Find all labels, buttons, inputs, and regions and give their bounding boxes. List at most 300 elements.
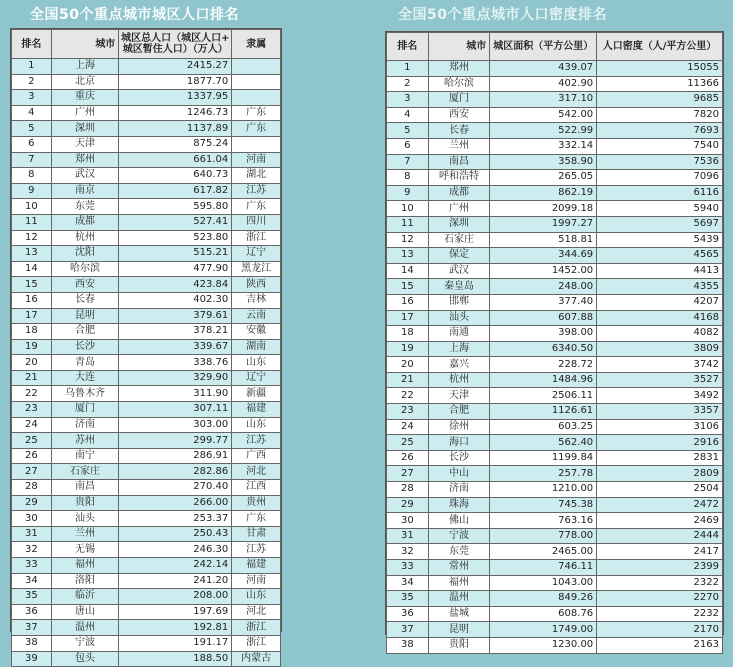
table-row bbox=[387, 357, 723, 373]
rank-cell: 12 bbox=[387, 232, 429, 248]
rank-cell: 6 bbox=[12, 136, 52, 152]
table-row bbox=[12, 90, 281, 106]
area-cell: 1210.00 bbox=[490, 482, 597, 498]
rank-cell: 7 bbox=[12, 152, 52, 168]
city-cell: 南宁 bbox=[51, 448, 119, 464]
city-cell: 上海 bbox=[51, 59, 119, 75]
table-row bbox=[12, 230, 281, 246]
table-row bbox=[12, 59, 281, 75]
population-cell: 379.61 bbox=[119, 308, 232, 324]
density-cell: 7536 bbox=[597, 154, 723, 170]
rank-cell: 37 bbox=[387, 622, 429, 638]
area-cell: 2465.00 bbox=[490, 544, 597, 560]
table-row bbox=[12, 386, 281, 402]
population-cell: 595.80 bbox=[119, 199, 232, 215]
rank-cell: 6 bbox=[387, 138, 429, 154]
table-row bbox=[387, 419, 723, 435]
rank-cell: 28 bbox=[12, 480, 52, 496]
rank-cell: 9 bbox=[387, 185, 429, 201]
table-row bbox=[12, 448, 281, 464]
province-cell: 江西 bbox=[232, 480, 281, 496]
density-cell: 4565 bbox=[597, 248, 723, 264]
table-row bbox=[12, 121, 281, 137]
table-row bbox=[387, 263, 723, 279]
province-cell: 广东 bbox=[232, 121, 281, 137]
rank-cell: 8 bbox=[387, 170, 429, 186]
city-cell: 长沙 bbox=[51, 339, 119, 355]
rank-cell: 30 bbox=[387, 513, 429, 529]
area-cell: 562.40 bbox=[490, 435, 597, 451]
header-city: 城市 bbox=[428, 33, 490, 61]
city-cell: 无锡 bbox=[51, 542, 119, 558]
rank-cell: 14 bbox=[12, 261, 52, 277]
city-cell: 郑州 bbox=[428, 61, 490, 77]
area-cell: 228.72 bbox=[490, 357, 597, 373]
area-cell: 763.16 bbox=[490, 513, 597, 529]
table-row bbox=[12, 199, 281, 215]
city-cell: 邯郸 bbox=[428, 294, 490, 310]
population-cell: 378.21 bbox=[119, 324, 232, 340]
city-cell: 福州 bbox=[428, 575, 490, 591]
population-density-table-body bbox=[387, 61, 723, 654]
province-cell: 甘肃 bbox=[232, 526, 281, 542]
table-row bbox=[12, 183, 281, 199]
city-population-table bbox=[11, 29, 281, 667]
province-cell: 河南 bbox=[232, 573, 281, 589]
table-row bbox=[12, 105, 281, 121]
table-row bbox=[12, 292, 281, 308]
city-cell: 郑州 bbox=[51, 152, 119, 168]
table-row bbox=[12, 308, 281, 324]
table-row bbox=[12, 324, 281, 340]
population-cell: 188.50 bbox=[119, 651, 232, 667]
density-cell: 7693 bbox=[597, 123, 723, 139]
density-cell: 7820 bbox=[597, 107, 723, 123]
table-row bbox=[387, 513, 723, 529]
province-cell: 江苏 bbox=[232, 542, 281, 558]
city-cell: 上海 bbox=[428, 341, 490, 357]
table-row bbox=[387, 528, 723, 544]
city-population-table-panel bbox=[10, 28, 282, 664]
population-cell: 2415.27 bbox=[119, 59, 232, 75]
population-cell: 1877.70 bbox=[119, 74, 232, 90]
city-cell: 呼和浩特 bbox=[428, 170, 490, 186]
province-cell: 黑龙江 bbox=[232, 261, 281, 277]
province-cell: 山东 bbox=[232, 417, 281, 433]
rank-cell: 29 bbox=[387, 497, 429, 513]
density-cell: 2444 bbox=[597, 528, 723, 544]
table-row bbox=[387, 310, 723, 326]
city-cell: 杭州 bbox=[51, 230, 119, 246]
density-cell: 2170 bbox=[597, 622, 723, 638]
table-row bbox=[387, 201, 723, 217]
density-cell: 3492 bbox=[597, 388, 723, 404]
rank-cell: 20 bbox=[12, 355, 52, 371]
density-cell: 7540 bbox=[597, 138, 723, 154]
population-cell: 338.76 bbox=[119, 355, 232, 371]
rank-cell: 24 bbox=[12, 417, 52, 433]
population-cell: 246.30 bbox=[119, 542, 232, 558]
city-cell: 东莞 bbox=[51, 199, 119, 215]
population-cell: 307.11 bbox=[119, 402, 232, 418]
rank-cell: 7 bbox=[387, 154, 429, 170]
header-total-population bbox=[119, 30, 232, 59]
density-cell: 3809 bbox=[597, 341, 723, 357]
table-row bbox=[387, 606, 723, 622]
table-row bbox=[387, 544, 723, 560]
population-cell: 253.37 bbox=[119, 511, 232, 527]
rank-cell: 20 bbox=[387, 357, 429, 373]
city-cell: 武汉 bbox=[428, 263, 490, 279]
rank-cell: 11 bbox=[387, 216, 429, 232]
table-row bbox=[12, 511, 281, 527]
population-density-table bbox=[386, 32, 723, 654]
city-cell: 汕头 bbox=[51, 511, 119, 527]
rank-cell: 26 bbox=[12, 448, 52, 464]
province-cell: 内蒙古 bbox=[232, 651, 281, 667]
area-cell: 745.38 bbox=[490, 497, 597, 513]
table-row bbox=[387, 123, 723, 139]
rank-cell: 37 bbox=[12, 620, 52, 636]
city-cell: 秦皇岛 bbox=[428, 279, 490, 295]
density-cell: 5439 bbox=[597, 232, 723, 248]
rank-cell: 2 bbox=[387, 76, 429, 92]
table-row bbox=[387, 232, 723, 248]
rank-cell: 4 bbox=[12, 105, 52, 121]
rank-cell: 27 bbox=[12, 464, 52, 480]
rank-cell: 25 bbox=[387, 435, 429, 451]
area-cell: 862.19 bbox=[490, 185, 597, 201]
header-density: 人口密度（人/平方公里） bbox=[597, 33, 723, 61]
rank-cell: 38 bbox=[12, 635, 52, 651]
left-table-title: 全国50个重点城市城区人口排名 bbox=[30, 7, 239, 23]
density-cell: 2232 bbox=[597, 606, 723, 622]
table-row bbox=[12, 604, 281, 620]
area-cell: 398.00 bbox=[490, 326, 597, 342]
table-row bbox=[387, 294, 723, 310]
table-row bbox=[12, 417, 281, 433]
density-cell: 5940 bbox=[597, 201, 723, 217]
table-row bbox=[12, 277, 281, 293]
population-cell: 329.90 bbox=[119, 370, 232, 386]
city-cell: 嘉兴 bbox=[428, 357, 490, 373]
table-row bbox=[387, 76, 723, 92]
table-row bbox=[387, 372, 723, 388]
population-cell: 282.86 bbox=[119, 464, 232, 480]
city-cell: 徐州 bbox=[428, 419, 490, 435]
table-row bbox=[387, 482, 723, 498]
density-cell: 2469 bbox=[597, 513, 723, 529]
province-cell: 广东 bbox=[232, 105, 281, 121]
area-cell: 257.78 bbox=[490, 466, 597, 482]
city-cell: 重庆 bbox=[51, 90, 119, 106]
rank-cell: 35 bbox=[387, 591, 429, 607]
population-cell: 250.43 bbox=[119, 526, 232, 542]
rank-cell: 16 bbox=[387, 294, 429, 310]
city-cell: 温州 bbox=[51, 620, 119, 636]
density-cell: 2399 bbox=[597, 560, 723, 576]
rank-cell: 5 bbox=[12, 121, 52, 137]
density-cell: 4207 bbox=[597, 294, 723, 310]
city-cell: 石家庄 bbox=[51, 464, 119, 480]
city-cell: 温州 bbox=[428, 591, 490, 607]
province-cell: 广东 bbox=[232, 199, 281, 215]
city-cell: 成都 bbox=[428, 185, 490, 201]
table-row bbox=[12, 370, 281, 386]
rank-cell: 19 bbox=[12, 339, 52, 355]
table-row bbox=[12, 589, 281, 605]
table-row bbox=[12, 542, 281, 558]
table-row bbox=[12, 635, 281, 651]
density-cell: 4082 bbox=[597, 326, 723, 342]
city-cell: 贵阳 bbox=[51, 495, 119, 511]
area-cell: 518.81 bbox=[490, 232, 597, 248]
city-cell: 南通 bbox=[428, 326, 490, 342]
rank-cell: 13 bbox=[12, 246, 52, 262]
table-row bbox=[12, 573, 281, 589]
province-cell: 广东 bbox=[232, 511, 281, 527]
density-cell: 2163 bbox=[597, 637, 723, 653]
area-cell: 2506.11 bbox=[490, 388, 597, 404]
rank-cell: 33 bbox=[387, 560, 429, 576]
table-row bbox=[12, 355, 281, 371]
population-cell: 402.30 bbox=[119, 292, 232, 308]
rank-cell: 30 bbox=[12, 511, 52, 527]
city-cell: 广州 bbox=[428, 201, 490, 217]
area-cell: 1749.00 bbox=[490, 622, 597, 638]
area-cell: 1452.00 bbox=[490, 263, 597, 279]
city-cell: 合肥 bbox=[428, 404, 490, 420]
population-cell: 1137.89 bbox=[119, 121, 232, 137]
city-cell: 深圳 bbox=[428, 216, 490, 232]
city-cell: 兰州 bbox=[51, 526, 119, 542]
population-cell: 1337.95 bbox=[119, 90, 232, 106]
table-row bbox=[387, 138, 723, 154]
density-cell: 2831 bbox=[597, 450, 723, 466]
header-rank: 排名 bbox=[12, 30, 52, 59]
table-row bbox=[387, 341, 723, 357]
table-row bbox=[12, 464, 281, 480]
density-cell: 3742 bbox=[597, 357, 723, 373]
city-cell: 南昌 bbox=[428, 154, 490, 170]
city-cell: 宁波 bbox=[51, 635, 119, 651]
table-row bbox=[12, 339, 281, 355]
table-row bbox=[12, 402, 281, 418]
header-city: 城市 bbox=[51, 30, 119, 59]
rank-cell: 24 bbox=[387, 419, 429, 435]
city-cell: 南京 bbox=[51, 183, 119, 199]
rank-cell: 28 bbox=[387, 482, 429, 498]
city-cell: 沈阳 bbox=[51, 246, 119, 262]
rank-cell: 25 bbox=[12, 433, 52, 449]
density-cell: 3357 bbox=[597, 404, 723, 420]
rank-cell: 27 bbox=[387, 466, 429, 482]
table-row bbox=[12, 168, 281, 184]
rank-cell: 18 bbox=[12, 324, 52, 340]
area-cell: 608.76 bbox=[490, 606, 597, 622]
province-cell: 浙江 bbox=[232, 230, 281, 246]
density-cell: 4413 bbox=[597, 263, 723, 279]
city-cell: 包头 bbox=[51, 651, 119, 667]
population-cell: 286.91 bbox=[119, 448, 232, 464]
city-cell: 石家庄 bbox=[428, 232, 490, 248]
table-row bbox=[387, 637, 723, 653]
rank-cell: 31 bbox=[387, 528, 429, 544]
population-cell: 1246.73 bbox=[119, 105, 232, 121]
city-cell: 临沂 bbox=[51, 589, 119, 605]
table-row bbox=[12, 152, 281, 168]
province-cell: 安徽 bbox=[232, 324, 281, 340]
density-cell: 15055 bbox=[597, 61, 723, 77]
city-cell: 合肥 bbox=[51, 324, 119, 340]
population-cell: 191.17 bbox=[119, 635, 232, 651]
population-cell: 270.40 bbox=[119, 480, 232, 496]
province-cell: 贵州 bbox=[232, 495, 281, 511]
density-cell: 2472 bbox=[597, 497, 723, 513]
population-cell: 241.20 bbox=[119, 573, 232, 589]
city-cell: 福州 bbox=[51, 558, 119, 574]
area-cell: 1043.00 bbox=[490, 575, 597, 591]
density-cell: 5697 bbox=[597, 216, 723, 232]
population-cell: 266.00 bbox=[119, 495, 232, 511]
population-cell: 311.90 bbox=[119, 386, 232, 402]
header-total-population-line1: 城区总人口（城区人口+ bbox=[121, 33, 230, 44]
rank-cell: 17 bbox=[12, 308, 52, 324]
table-row bbox=[12, 651, 281, 667]
rank-cell: 36 bbox=[387, 606, 429, 622]
rank-cell: 22 bbox=[387, 388, 429, 404]
table-row bbox=[387, 450, 723, 466]
province-cell: 河北 bbox=[232, 464, 281, 480]
table-row bbox=[387, 560, 723, 576]
table-row bbox=[387, 435, 723, 451]
table-row bbox=[12, 261, 281, 277]
province-cell: 河南 bbox=[232, 152, 281, 168]
table-row bbox=[387, 497, 723, 513]
density-cell: 3106 bbox=[597, 419, 723, 435]
city-cell: 佛山 bbox=[428, 513, 490, 529]
city-population-table-body bbox=[12, 59, 281, 667]
density-cell: 2322 bbox=[597, 575, 723, 591]
province-cell bbox=[232, 136, 281, 152]
table-row bbox=[387, 404, 723, 420]
rank-cell: 22 bbox=[12, 386, 52, 402]
rank-cell: 9 bbox=[12, 183, 52, 199]
rank-cell: 31 bbox=[12, 526, 52, 542]
city-cell: 武汉 bbox=[51, 168, 119, 184]
rank-cell: 17 bbox=[387, 310, 429, 326]
city-cell: 盐城 bbox=[428, 606, 490, 622]
city-cell: 宁波 bbox=[428, 528, 490, 544]
density-cell: 4168 bbox=[597, 310, 723, 326]
city-cell: 珠海 bbox=[428, 497, 490, 513]
density-cell: 6116 bbox=[597, 185, 723, 201]
rank-cell: 39 bbox=[12, 651, 52, 667]
population-cell: 515.21 bbox=[119, 246, 232, 262]
rank-cell: 21 bbox=[387, 372, 429, 388]
population-density-table-panel bbox=[385, 31, 724, 651]
area-cell: 402.90 bbox=[490, 76, 597, 92]
population-cell: 617.82 bbox=[119, 183, 232, 199]
city-cell: 成都 bbox=[51, 214, 119, 230]
header-province: 隶属 bbox=[232, 30, 281, 59]
area-cell: 332.14 bbox=[490, 138, 597, 154]
area-cell: 248.00 bbox=[490, 279, 597, 295]
table-row bbox=[387, 248, 723, 264]
density-cell: 2916 bbox=[597, 435, 723, 451]
city-cell: 海口 bbox=[428, 435, 490, 451]
area-cell: 377.40 bbox=[490, 294, 597, 310]
province-cell: 云南 bbox=[232, 308, 281, 324]
population-cell: 339.67 bbox=[119, 339, 232, 355]
city-cell: 中山 bbox=[428, 466, 490, 482]
table-row bbox=[12, 214, 281, 230]
city-cell: 济南 bbox=[51, 417, 119, 433]
rank-cell: 14 bbox=[387, 263, 429, 279]
rank-cell: 12 bbox=[12, 230, 52, 246]
table-row bbox=[12, 480, 281, 496]
rank-cell: 16 bbox=[12, 292, 52, 308]
table-row bbox=[387, 326, 723, 342]
rank-cell: 8 bbox=[12, 168, 52, 184]
area-cell: 1199.84 bbox=[490, 450, 597, 466]
area-cell: 1997.27 bbox=[490, 216, 597, 232]
table-row bbox=[387, 216, 723, 232]
city-cell: 杭州 bbox=[428, 372, 490, 388]
city-cell: 北京 bbox=[51, 74, 119, 90]
city-cell: 济南 bbox=[428, 482, 490, 498]
city-cell: 广州 bbox=[51, 105, 119, 121]
rank-cell: 38 bbox=[387, 637, 429, 653]
city-cell: 乌鲁木齐 bbox=[51, 386, 119, 402]
population-cell: 242.14 bbox=[119, 558, 232, 574]
population-cell: 197.69 bbox=[119, 604, 232, 620]
city-cell: 厦门 bbox=[428, 92, 490, 108]
density-cell: 9685 bbox=[597, 92, 723, 108]
city-cell: 洛阳 bbox=[51, 573, 119, 589]
density-cell: 3527 bbox=[597, 372, 723, 388]
area-cell: 439.07 bbox=[490, 61, 597, 77]
province-cell: 河北 bbox=[232, 604, 281, 620]
province-cell: 新疆 bbox=[232, 386, 281, 402]
province-cell: 辽宁 bbox=[232, 370, 281, 386]
population-cell: 477.90 bbox=[119, 261, 232, 277]
area-cell: 542.00 bbox=[490, 107, 597, 123]
density-cell: 2270 bbox=[597, 591, 723, 607]
header-area: 城区面积（平方公里） bbox=[490, 33, 597, 61]
province-cell bbox=[232, 74, 281, 90]
table-row bbox=[387, 61, 723, 77]
city-cell: 唐山 bbox=[51, 604, 119, 620]
city-cell: 东莞 bbox=[428, 544, 490, 560]
province-cell: 江苏 bbox=[232, 433, 281, 449]
rank-cell: 11 bbox=[12, 214, 52, 230]
density-cell: 2417 bbox=[597, 544, 723, 560]
table-row bbox=[387, 388, 723, 404]
table-row bbox=[387, 185, 723, 201]
city-cell: 哈尔滨 bbox=[428, 76, 490, 92]
city-cell: 西安 bbox=[51, 277, 119, 293]
population-cell: 208.00 bbox=[119, 589, 232, 605]
province-cell: 福建 bbox=[232, 402, 281, 418]
right-table-title: 全国50个重点城市人口密度排名 bbox=[398, 7, 607, 23]
density-cell: 7096 bbox=[597, 170, 723, 186]
area-cell: 849.26 bbox=[490, 591, 597, 607]
province-cell: 四川 bbox=[232, 214, 281, 230]
header-rank: 排名 bbox=[387, 33, 429, 61]
rank-cell: 2 bbox=[12, 74, 52, 90]
rank-cell: 15 bbox=[387, 279, 429, 295]
